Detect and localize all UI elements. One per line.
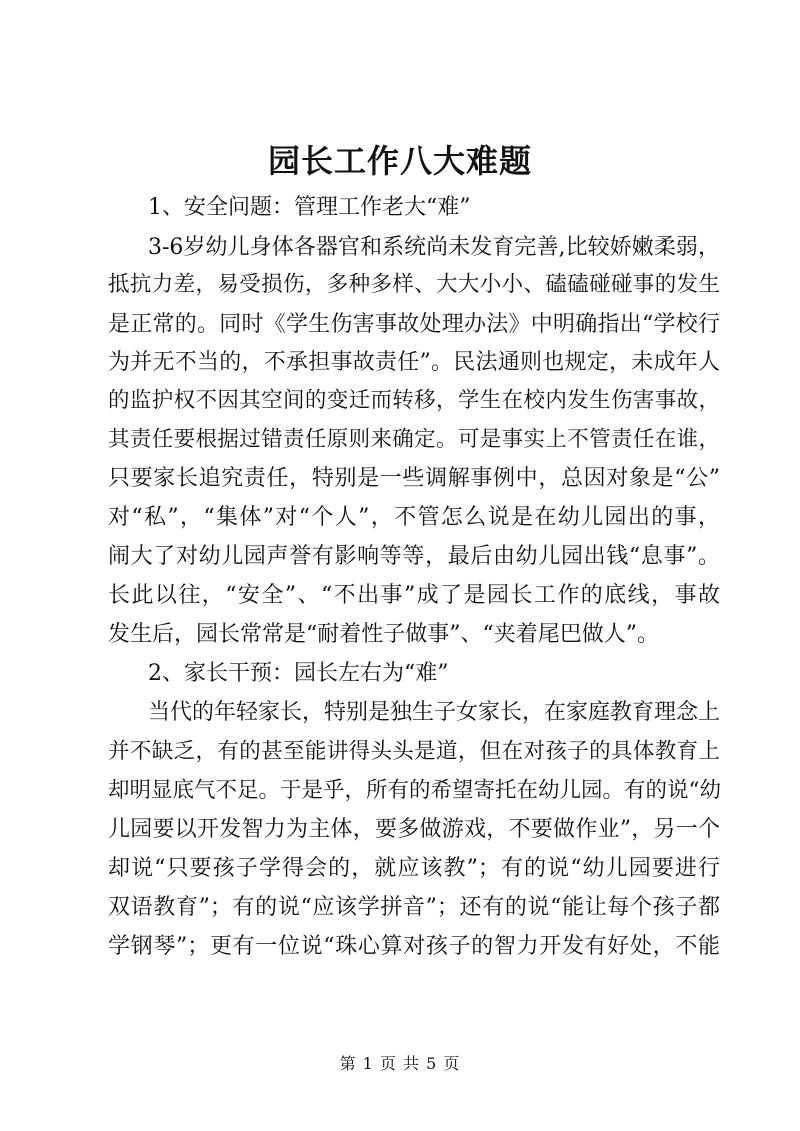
paragraph-line: 却明显底气不足。于是乎，所有的希望寄托在幼儿园。有的说“幼 — [108, 778, 721, 803]
paragraph-line: 当代的年轻家长，特别是独生子女家长，在家庭教育理念上 — [148, 700, 721, 725]
paragraph-line: 儿园要以开发智力为主体，要多做游戏，不要做作业”，另一个 — [108, 817, 720, 842]
section-heading-1: 1、安全问题：管理工作老大“难” — [148, 195, 471, 220]
paragraph-line: 学钢琴”；更有一位说“珠心算对孩子的智力开发有好处，不能 — [108, 934, 720, 959]
paragraph-line: 并不缺乏，有的甚至能讲得头头是道，但在对孩子的具体教育上 — [108, 739, 720, 764]
paragraph-line: 是正常的。同时《学生伤害事故处理办法》中明确指出“学校行 — [108, 312, 720, 337]
paragraph-line: 3-6岁幼儿身体各器官和系统尚未发育完善,比较娇嫩柔弱， — [148, 235, 720, 260]
paragraph-line: 只要家长追究责任，特别是一些调解事例中，总因对象是“公” — [108, 466, 720, 491]
section-heading-2: 2、家长干预：园长左右为“难” — [148, 661, 449, 686]
paragraph-line: 闹大了对幼儿园声誉有影响等等，最后由幼儿园出钱“息事”。 — [108, 544, 720, 569]
paragraph-line: 为并无不当的，不承担事故责任”。民法通则也规定，未成年人 — [108, 350, 720, 375]
paragraph-line: 却说“只要孩子学得会的，就应该教”；有的说“幼儿园要进行 — [108, 856, 720, 881]
paragraph-line: 其责任要根据过错责任原则来确定。可是事实上不管责任在谁， — [108, 427, 720, 452]
page-number-footer: 第 1 页 共 5 页 — [339, 1054, 461, 1073]
paragraph-line: 抵抗力差，易受损伤，多种多样、大大小小、磕磕碰碰事的发生 — [108, 272, 720, 297]
paragraph-line: 的监护权不因其空间的变迁而转移，学生在校内发生伤害事故， — [108, 388, 720, 413]
paragraph-line: 发生后，园长常常是“耐着性子做事”、“夹着尾巴做人”。 — [108, 622, 659, 647]
paragraph-line: 长此以往，“安全”、“不出事”成了是园长工作的底线，事故 — [108, 583, 720, 608]
paragraph-line: 双语教育”；有的说“应该学拼音”；还有的说“能让每个孩子都 — [108, 895, 720, 920]
paragraph-line: 对“私”，“集体”对“个人”，不管怎么说是在幼儿园出的事， — [108, 505, 720, 530]
document-title: 园长工作八大难题 — [267, 142, 532, 180]
